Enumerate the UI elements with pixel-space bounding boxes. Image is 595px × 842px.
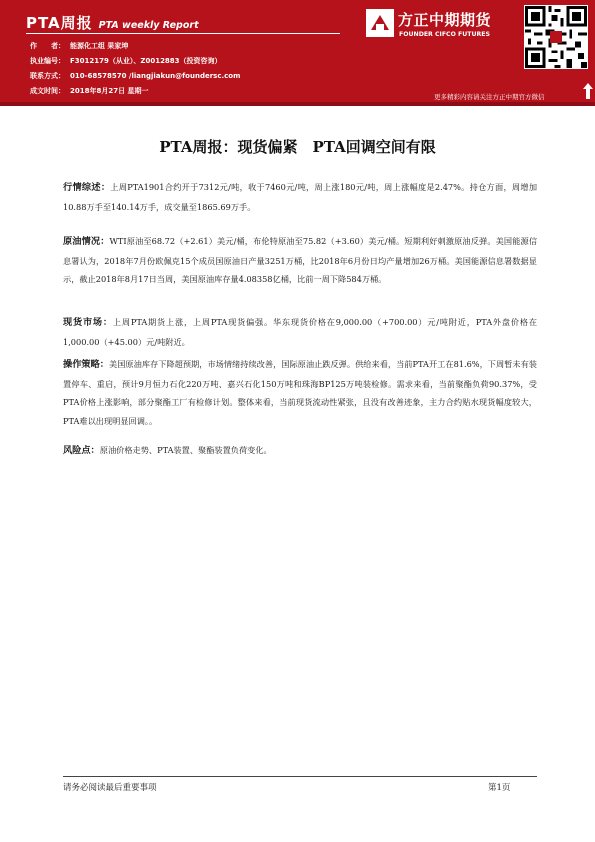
follow-wechat-note: 更多精彩内容请关注方正中期官方微信	[434, 93, 545, 101]
section-heading: 原油情况：	[63, 236, 110, 247]
footer-notice: 请务必阅读最后重要事项	[63, 783, 157, 793]
section-heading: 操作策略：	[63, 359, 110, 370]
qr-code-icon[interactable]	[524, 5, 588, 69]
section-body: 原油价格走势、PTA装置、聚酯装置负荷变化。	[99, 445, 272, 455]
document-title: PTA周报：现货偏紧 PTA回调空间有限	[159, 138, 436, 156]
license-label: 执业编号：	[30, 57, 65, 65]
section-body: 上周PTA期货上涨，上周PTA现货偏强。华东现货价格在9,000.00（+700.00）元/吨附近，PTA外盘价格在1,000.00（+45.00）元/吨附近。	[63, 317, 538, 347]
section-strategy	[63, 355, 537, 430]
date-line	[30, 87, 149, 96]
page-number: 第1页	[488, 783, 511, 793]
author-line	[30, 42, 128, 51]
report-subtitle: PTA weekly Report	[98, 20, 199, 31]
arrow-up-icon	[583, 83, 593, 99]
section-market-summary	[63, 178, 537, 216]
footer-divider	[63, 776, 537, 777]
section-body: 上周PTA1901合约开于7312元/吨，收于7460元/吨，周上涨180元/吨，周上涨幅度是2.47%。持仓方面，周增加10.88万手至140.14万手，成交量至1865.69万手。	[63, 182, 538, 212]
contact-line	[30, 72, 240, 81]
header-divider	[0, 102, 595, 106]
contact-value[interactable]: 010-68578570 /liangjiakun@foundersc.com	[70, 72, 241, 80]
license-value: F3012179（从业）、Z0012883（投资咨询）	[70, 57, 222, 65]
section-risks	[63, 441, 537, 461]
license-line	[30, 57, 222, 66]
founder-logo-icon	[366, 9, 394, 37]
title-underline	[26, 33, 340, 34]
section-crude-oil	[63, 232, 537, 289]
report-title-row	[26, 12, 199, 33]
section-spot-market	[63, 313, 537, 351]
section-heading: 行情综述：	[63, 182, 111, 193]
section-body: WTI原油至68.72（+2.61）美元/桶，布伦特原油至75.82（+3.60）美元/桶。短期利好刺激原油反弹。美国能源信息署认为，2018年7月份欧佩克15个成员国原油日产量3251万桶，比2018年6月份日均产量增加26万桶。美国能源信息署数据显示，截止2018年8月17日当周，美国原油库存量4.08358亿桶，比前一周下降584万桶。	[63, 236, 538, 284]
section-heading: 风险点：	[63, 445, 100, 456]
contact-label: 联系方式：	[30, 72, 65, 80]
date-label: 成文时间：	[30, 87, 65, 95]
logo-english-name: FOUNDER CIFCO FUTURES	[399, 31, 490, 38]
author-value: 能源化工组 果家坤	[70, 42, 129, 50]
report-title: PTA周报	[26, 14, 93, 32]
logo-chinese-name: 方正中期期货	[398, 11, 492, 29]
section-body: 美国原油库存下降超预期，市场情绪持续改善，国际原油止跌反弹。供给来看，当前PTA开工在81.6%，下周暂未有装置停车、重启，预计9月恒力石化220万吨、嘉兴石化150万吨和珠海BP125万吨装检修。需求来看，当前聚酯负荷90.37%，受PTA价格上涨影响，部分聚酯工厂有检修计划。整体来看，当前现货流动性紧张，且没有改善迹象，主力合约贴水现货幅度较大，PTA难以出现明显回调。。	[63, 359, 537, 426]
company-logo	[366, 6, 516, 46]
date-value: 2018年8月27日 星期一	[70, 87, 149, 95]
author-label: 作 者：	[30, 42, 65, 50]
section-heading: 现货市场：	[63, 317, 113, 328]
